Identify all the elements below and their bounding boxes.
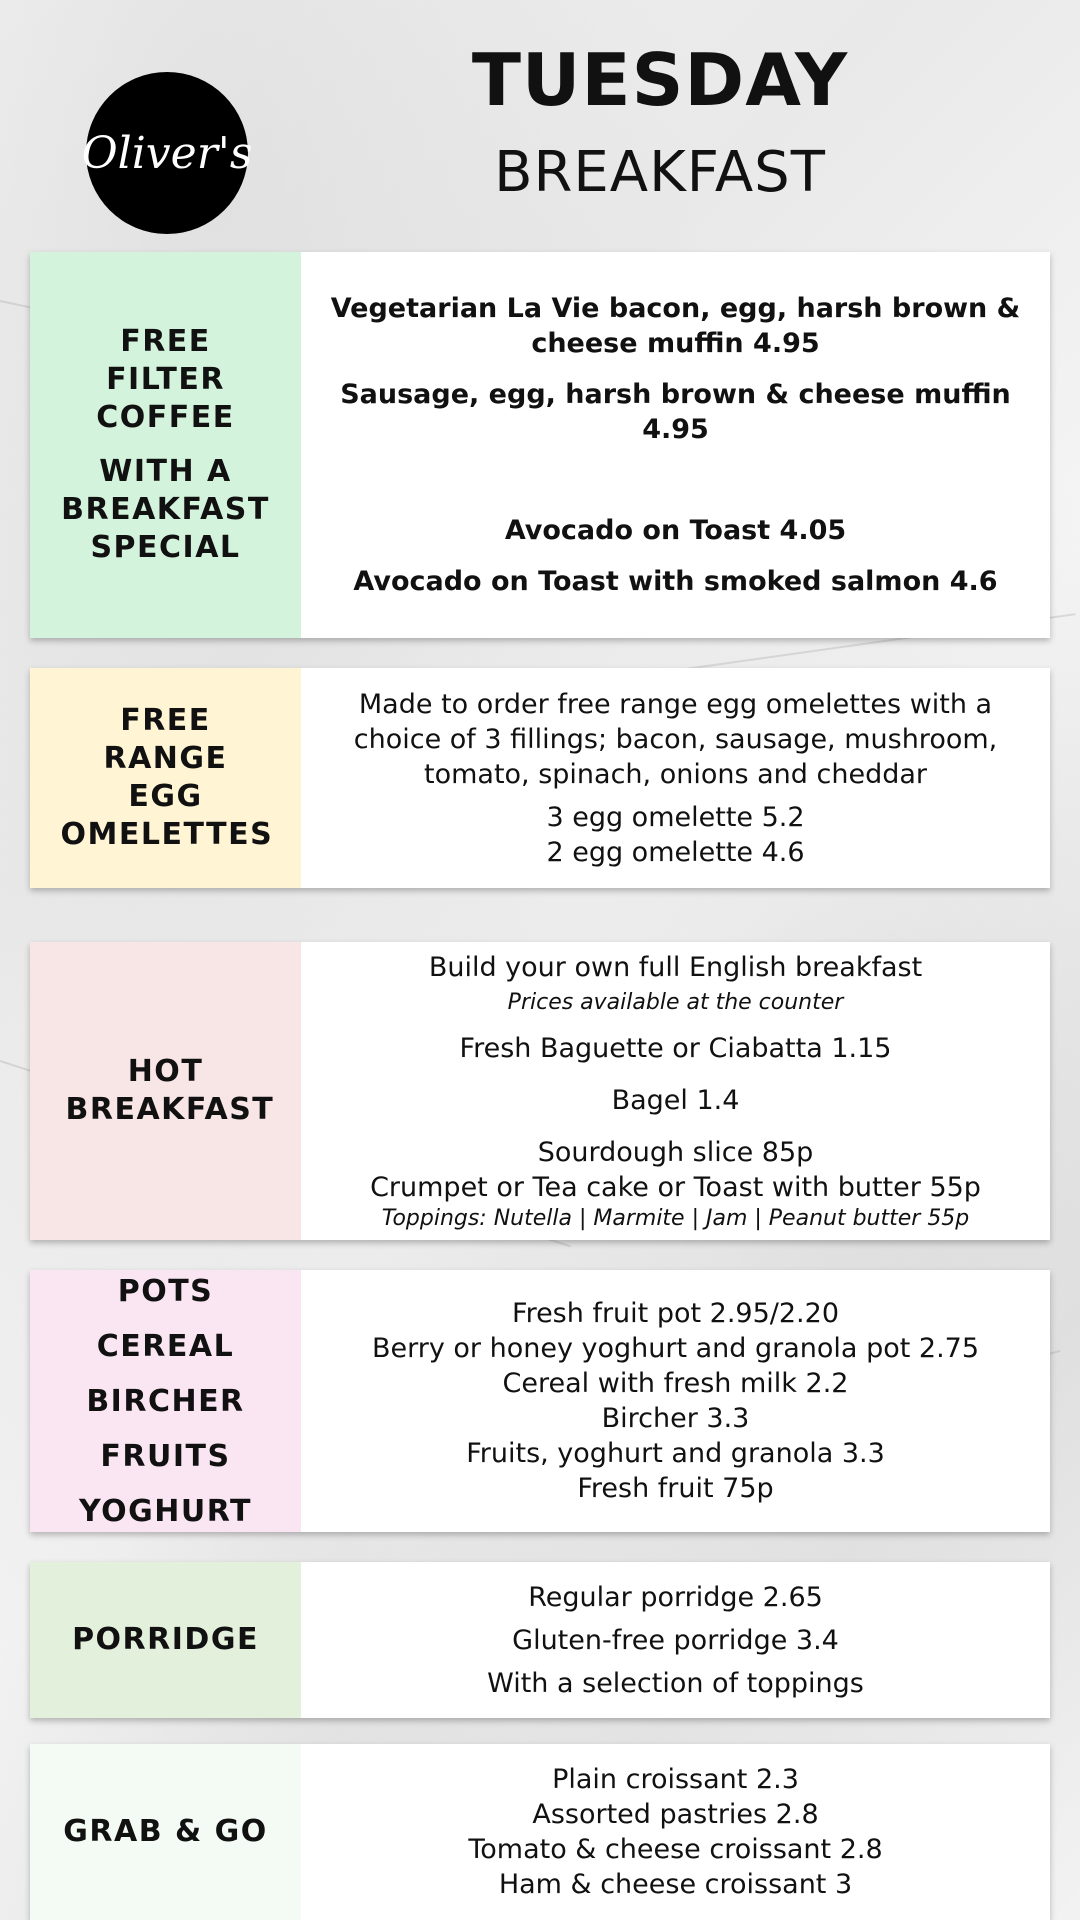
section-content bbox=[301, 252, 1050, 638]
logo bbox=[81, 72, 253, 234]
menu-item: Crumpet or Tea cake or Toast with butter 55p bbox=[370, 1171, 981, 1203]
section-label bbox=[30, 942, 301, 1240]
page-title-meal: BREAKFAST bbox=[494, 140, 826, 205]
logo-text: Oliver's bbox=[81, 127, 253, 179]
menu-item: Berry or honey yoghurt and granola pot 2.75 bbox=[371, 1333, 980, 1364]
menu-item: Tomato & cheese croissant 2.8 bbox=[468, 1834, 883, 1865]
label-line: YOGHURT bbox=[79, 1493, 252, 1529]
section-pots bbox=[30, 1270, 1050, 1532]
menu-item: Fresh Baguette or Ciabatta 1.15 bbox=[459, 1032, 892, 1064]
section-label bbox=[30, 252, 301, 638]
section-omelettes bbox=[30, 668, 1050, 888]
menu-item: Vegetarian La Vie bacon, egg, harsh brown & cheese muffin 4.95 bbox=[330, 293, 1021, 359]
menu-toppings: Toppings: Nutella | Marmite | Jam | Peanut butter 55p bbox=[381, 1205, 970, 1231]
section-content bbox=[301, 1270, 1050, 1532]
menu-item: Assorted pastries 2.8 bbox=[532, 1799, 819, 1830]
menu-item: Regular porridge 2.65 bbox=[528, 1581, 823, 1613]
label-line: FREE RANGE EGG OMELETTES bbox=[60, 703, 274, 852]
label-line: GRAB & GO bbox=[63, 1814, 268, 1849]
section-content bbox=[301, 942, 1050, 1240]
menu-intro: Build your own full English breakfast bbox=[428, 951, 923, 983]
label-line: HOT BREAKFAST bbox=[65, 1054, 275, 1127]
label-line: FRUITS bbox=[100, 1438, 231, 1474]
menu-note: Prices available at the counter bbox=[507, 989, 844, 1015]
menu-item: 3 egg omelette 5.2 bbox=[546, 801, 805, 833]
label-line: WITH A BREAKFAST SPECIAL bbox=[61, 454, 270, 565]
label-line: PORRIDGE bbox=[72, 1622, 259, 1657]
menu-item: Bagel 1.4 bbox=[611, 1084, 740, 1116]
menu-item: 2 egg omelette 4.6 bbox=[546, 836, 805, 868]
section-label bbox=[30, 668, 301, 888]
section-content bbox=[301, 668, 1050, 888]
label-line: CEREAL bbox=[96, 1328, 235, 1364]
section-label bbox=[30, 1562, 301, 1718]
menu-description: Made to order free range egg omelettes with a choice of 3 fillings; bacon, sausage, mushroom, tomato, spinach, onions and cheddar bbox=[353, 688, 998, 790]
label-line: BIRCHER bbox=[86, 1383, 245, 1419]
section-porridge bbox=[30, 1562, 1050, 1718]
page-title-day: TUESDAY bbox=[471, 38, 849, 122]
menu-item: Ham & cheese croissant 3 bbox=[498, 1869, 853, 1900]
section-content bbox=[301, 1562, 1050, 1718]
section-label bbox=[30, 1744, 301, 1920]
label-line: FREE FILTER COFFEE bbox=[96, 324, 235, 435]
menu-item: Cereal with fresh milk 2.2 bbox=[502, 1368, 849, 1399]
menu-item: Fresh fruit 75p bbox=[577, 1473, 774, 1504]
menu-item: Gluten-free porridge 3.4 bbox=[512, 1624, 839, 1656]
menu-item: Sausage, egg, harsh brown & cheese muffin 4.95 bbox=[340, 379, 1011, 445]
menu-item: Plain croissant 2.3 bbox=[552, 1764, 799, 1795]
menu-item: Avocado on Toast with smoked salmon 4.6 bbox=[353, 566, 998, 597]
menu-item: Bircher 3.3 bbox=[601, 1403, 750, 1434]
section-label bbox=[30, 1270, 301, 1532]
menu-item: Fruits, yoghurt and granola 3.3 bbox=[466, 1438, 885, 1469]
label-line: POTS bbox=[117, 1273, 214, 1309]
menu-item: With a selection of toppings bbox=[487, 1667, 864, 1699]
section-hot-breakfast bbox=[30, 942, 1050, 1240]
menu-item: Fresh fruit pot 2.95/2.20 bbox=[512, 1298, 839, 1329]
section-content bbox=[301, 1744, 1050, 1920]
section-special bbox=[30, 252, 1050, 638]
menu-item: Avocado on Toast 4.05 bbox=[504, 515, 847, 546]
section-grab-and-go bbox=[30, 1744, 1050, 1920]
menu-item: Sourdough slice 85p bbox=[537, 1136, 814, 1168]
